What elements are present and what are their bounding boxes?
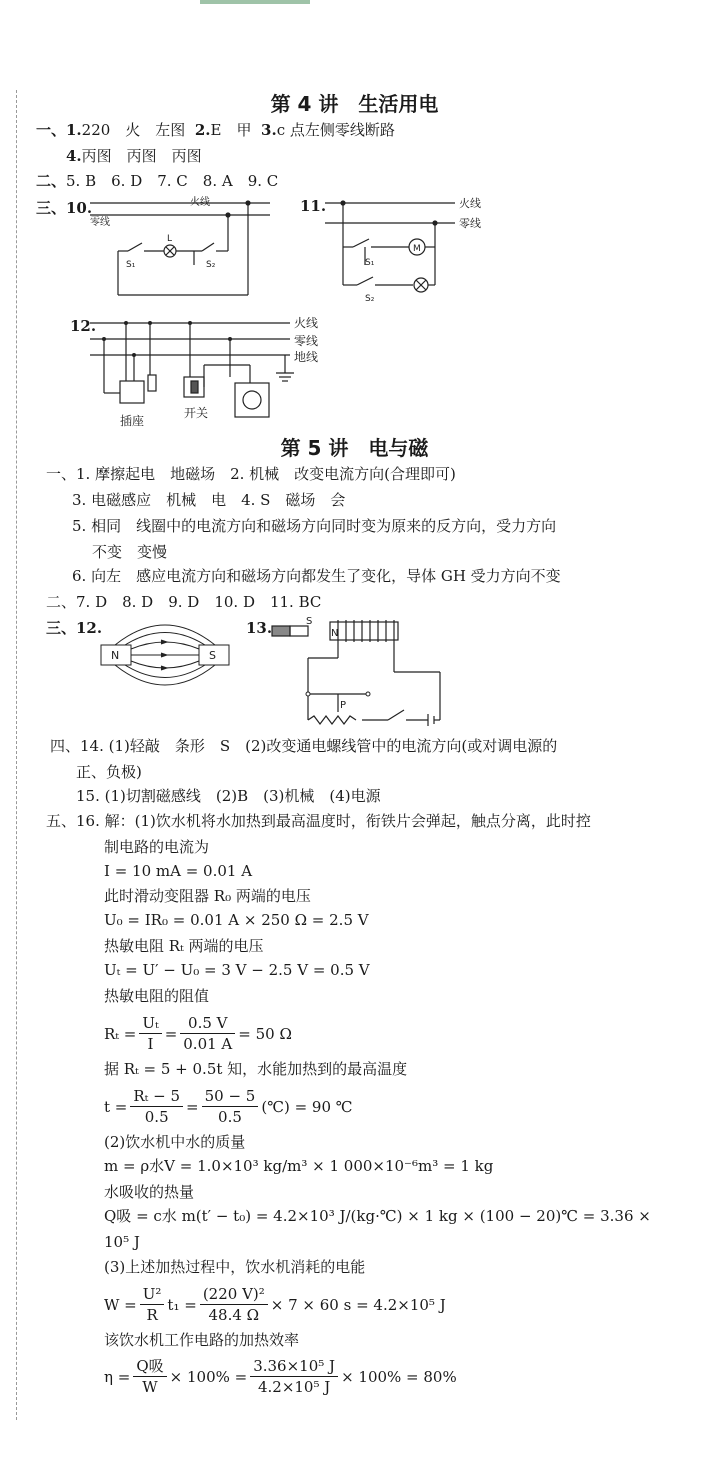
- q10-label: 三、10.: [36, 199, 93, 217]
- eq5-num2: 50 − 5: [202, 1086, 259, 1107]
- eq5-equals: =: [186, 1097, 199, 1116]
- socket-label: 插座: [120, 414, 145, 428]
- eq4-den1: I: [147, 1035, 154, 1053]
- fire-line-label-10: 火线: [190, 197, 210, 208]
- eq8-lhs: W =: [104, 1295, 137, 1314]
- fire-line-label-12: 火线: [294, 316, 319, 330]
- eq4-den2: 0.01 A: [183, 1035, 233, 1053]
- binding-margin-line: [16, 90, 17, 1420]
- equation-heat: Q吸 = c水 m(t′ − t₀) = 4.2×10³ J/(kg·℃) × 1 kg × (100 − 20)℃ = 3.36 ×: [104, 1207, 651, 1225]
- lamp-label: L: [167, 234, 173, 244]
- eq4-num1: Uₜ: [139, 1013, 161, 1034]
- top-edge-mark: [200, 0, 310, 4]
- eq9-num2: 3.36×10⁵ J: [250, 1356, 338, 1377]
- s5-line-16: (2)饮水机中水的质量: [104, 1133, 246, 1151]
- zero-line-label-10: 零线: [90, 217, 110, 228]
- eq5-num1: Rₜ − 5: [130, 1086, 183, 1107]
- q11-label: 11.: [300, 197, 327, 215]
- q4-label: 4.: [66, 147, 82, 165]
- eq9-den1: W: [142, 1378, 158, 1396]
- rheostat-p-label: P: [340, 700, 347, 711]
- eq4-rhs: = 50 Ω: [238, 1024, 292, 1043]
- s5-line-8: 正、负极): [76, 763, 142, 781]
- s5-line-12: 此时滑动变阻器 R₀ 两端的电压: [104, 887, 311, 905]
- equation-u0: U₀ = IR₀ = 0.01 A × 250 Ω = 2.5 V: [104, 911, 369, 929]
- q2-answer: E 甲: [210, 121, 252, 139]
- eq9-fraction-2: [250, 1356, 338, 1397]
- eq4-lhs: Rₜ =: [104, 1024, 137, 1043]
- switch-s1-label-10: S₁: [126, 260, 136, 270]
- s4-answer-line-2: [66, 146, 202, 166]
- eq8-den2: 48.4 Ω: [208, 1306, 260, 1324]
- eq4-equals: =: [164, 1024, 178, 1043]
- magnet-s-label: S: [209, 649, 216, 662]
- eq8-fraction-1: [140, 1284, 165, 1325]
- eq9-rhs: × 100% = 80%: [341, 1367, 457, 1386]
- s5-line-19: 该饮水机工作电路的加热效率: [104, 1331, 300, 1349]
- solenoid-magnet-s-label: S: [306, 616, 313, 627]
- q12-magnet-label: 三、12.: [46, 619, 103, 637]
- equation-energy: [104, 1284, 446, 1325]
- eq8-t1: t₁ =: [167, 1295, 197, 1314]
- s5-line-6: 二、7. D 8. D 9. D 10. D 11. BC: [46, 593, 322, 611]
- switch-s2-label-11: S₂: [365, 294, 375, 304]
- s5-line-3: 5. 相同 线圈中的电流方向和磁场方向同时变为原来的反方向，受力方向: [72, 517, 557, 535]
- s4-choice-answers: [36, 171, 278, 191]
- eq5-rhs: (℃) = 90 ℃: [261, 1097, 353, 1116]
- eq5-fraction-2: [202, 1086, 259, 1127]
- equation-ut: Uₜ = U′ − U₀ = 3 V − 2.5 V = 0.5 V: [104, 961, 370, 979]
- eq4-fraction-1: [139, 1013, 161, 1054]
- s5-line-15: 据 Rₜ = 5 + 0.5t 知，水能加热到的最高温度: [104, 1060, 408, 1078]
- s5-line-13: 热敏电阻 Rₜ 两端的电压: [104, 937, 264, 955]
- eq5-den2: 0.5: [218, 1108, 242, 1126]
- q3-label: 3.: [261, 121, 277, 139]
- q12-label: 12.: [70, 317, 97, 335]
- switch-label: 开关: [184, 406, 209, 420]
- circuit-diagram-10: [90, 195, 290, 305]
- magnetic-field-diagram: [95, 615, 245, 695]
- s5-line-1: 一、1. 摩擦起电 地磁场 2. 机械 改变电流方向(合理即可): [46, 465, 456, 483]
- equation-heat-cont: 10⁵ J: [104, 1233, 140, 1251]
- eq5-lhs: t =: [104, 1097, 128, 1116]
- circuit-diagram-11: [325, 195, 495, 310]
- q3-answer: c 点左侧零线断路: [276, 121, 395, 139]
- eq8-rhs: × 7 × 60 s = 4.2×10⁵ J: [270, 1295, 446, 1314]
- q1-answer: 220 火 左图: [81, 121, 186, 139]
- eq4-fraction-2: [180, 1013, 235, 1054]
- s5-line-10: 五、16. 解：(1)饮水机将水加热到最高温度时，衔铁片会弹起，触点分离，此时控: [46, 812, 591, 830]
- eq8-num1: U²: [140, 1284, 165, 1305]
- s5-line-2: 3. 电磁感应 机械 电 4. S 磁场 会: [72, 491, 346, 509]
- s5-line-14: 热敏电阻的阻值: [104, 987, 210, 1005]
- solenoid-circuit-diagram: [268, 612, 448, 732]
- eq9-num1: Q吸: [133, 1356, 166, 1377]
- q1-label: 一、1.: [36, 121, 82, 139]
- choice-answers: 5. B 6. D 7. C 8. A 9. C: [66, 172, 279, 190]
- q4-answer: 丙图 丙图 丙图: [81, 147, 202, 165]
- solenoid-n-label: N: [331, 628, 339, 639]
- eq8-den1: R: [146, 1306, 158, 1324]
- switch-s2-label-10: S₂: [206, 260, 216, 270]
- zero-line-label-12: 零线: [294, 334, 319, 348]
- section5-title: 第 5 讲 电与磁: [280, 436, 429, 460]
- q13-label: 13.: [246, 619, 273, 637]
- motor-label: M: [413, 244, 421, 254]
- equation-rt: [104, 1013, 292, 1054]
- equation-mass: m = ρ水V = 1.0×10³ kg/m³ × 1 000×10⁻⁶m³ = 1 kg: [104, 1157, 494, 1175]
- s4-answer-line-1: [36, 120, 395, 140]
- eq5-den1: 0.5: [144, 1108, 169, 1126]
- s5-line-17: 水吸收的热量: [104, 1183, 195, 1201]
- s5-line-5: 6. 向左 感应电流方向和磁场方向都发生了变化，导体 GH 受力方向不变: [72, 567, 561, 585]
- s5-line-9: 15. (1)切割磁感线 (2)B (3)机械 (4)电源: [76, 787, 381, 805]
- eq9-lhs: η =: [104, 1367, 131, 1386]
- q2-label: 2.: [194, 121, 211, 139]
- eq8-fraction-2: [200, 1284, 268, 1325]
- equation-efficiency: [104, 1356, 457, 1397]
- choice-label: 二、: [36, 172, 67, 190]
- section4-title: 第 4 讲 生活用电: [270, 92, 439, 116]
- eq4-num2: 0.5 V: [180, 1013, 235, 1034]
- s5-line-18: (3)上述加热过程中，饮水机消耗的电能: [104, 1258, 366, 1276]
- s5-line-7: 四、14. (1)轻敲 条形 S (2)改变通电螺线管中的电流方向(或对调电源的: [50, 737, 558, 755]
- ground-line-label: 地线: [294, 350, 319, 364]
- equation-temperature: [104, 1086, 353, 1127]
- eq9-mid: × 100% =: [169, 1367, 248, 1386]
- eq9-fraction-1: [133, 1356, 166, 1397]
- eq9-den2: 4.2×10⁵ J: [257, 1378, 331, 1396]
- s5-line-4: 不变 变慢: [92, 543, 168, 561]
- s5-line-11: 制电路的电流为: [104, 838, 210, 856]
- equation-current: I = 10 mA = 0.01 A: [104, 862, 253, 880]
- eq8-num2: (220 V)²: [200, 1284, 268, 1305]
- circuit-diagram-12: [90, 315, 340, 435]
- fire-line-label-11: 火线: [459, 197, 481, 210]
- switch-s1-label-11: S₁: [365, 258, 375, 268]
- magnet-n-label: N: [111, 649, 120, 662]
- eq5-fraction-1: [130, 1086, 183, 1127]
- zero-line-label-11: 零线: [459, 217, 481, 230]
